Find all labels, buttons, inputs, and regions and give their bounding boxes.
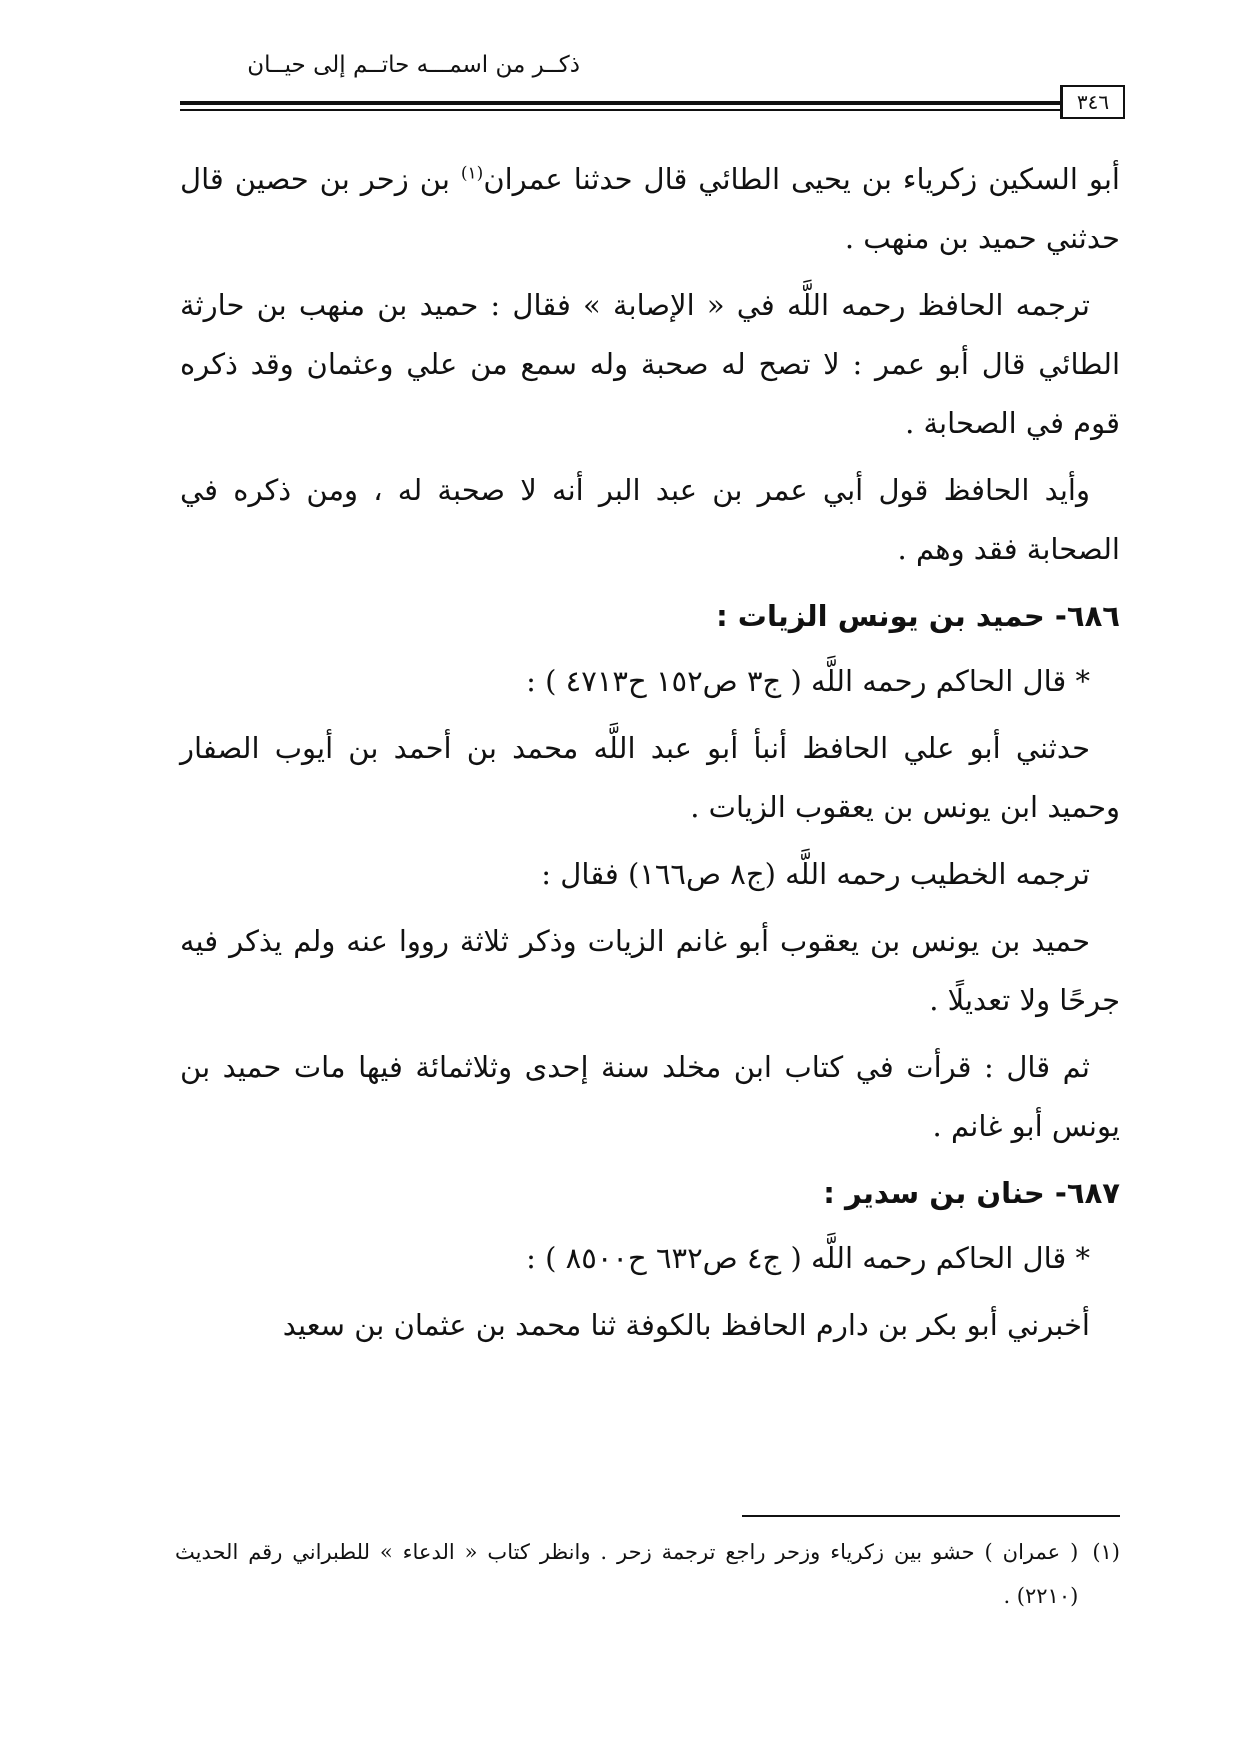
- entry-heading-687: ٦٨٧- حنان بن سدير :: [823, 1176, 1120, 1210]
- entry-heading-686: ٦٨٦- حميد بن يونس الزيات :: [716, 599, 1120, 633]
- paragraph-khatib-source: ترجمه الخطيب رحمه اللَّه (ج٨ ص١٦٦) فقال :: [541, 857, 1090, 891]
- paragraph-isaba-translation: ترجمه الحافظ رحمه اللَّه في « الإصابة » فقال : حميد بن منهب بن حارثة الطائي قال أبو عمر : لا تصح له صحبة وله سمع من علي وعثمان وقد ذكره قوم في الصحابة .: [180, 288, 1120, 440]
- footnote-reference: (١): [460, 163, 484, 184]
- paragraph-khatib-text: حميد بن يونس بن يعقوب أبو غانم الزيات وذكر ثلاثة رووا عنه ولم يذكر فيه جرحًا ولا تعديلًا .: [180, 924, 1120, 1017]
- header-rule-thin: [180, 109, 1065, 111]
- paragraph-death-year: ثم قال : قرأت في كتاب ابن مخلد سنة إحدى وثلاثمائة فيها مات حميد بن يونس أبو غانم .: [180, 1050, 1120, 1143]
- paragraph-isnad: حدثني أبو علي الحافظ أنبأ أبو عبد اللَّه محمد بن أحمد بن أيوب الصفار وحميد ابن يونس بن يعقوب الزيات .: [180, 731, 1120, 824]
- paragraph-text: أبو السكين زكرياء بن يحيى الطائي قال حدثنا عمران: [483, 162, 1120, 196]
- footnotes: [175, 1530, 1120, 1618]
- paragraph-hafiz-opinion: وأيد الحافظ قول أبي عمر بن عبد البر أنه لا صحبة له ، ومن ذكره في الصحابة فقد وهم .: [180, 473, 1120, 566]
- paragraph-hakim-source: * قال الحاكم رحمه اللَّه ( ج٣ ص١٥٢ ح٤٧١٣ ) :: [526, 664, 1090, 698]
- footnote-separator: [742, 1515, 1120, 1517]
- footnote-marker: (١): [1092, 1540, 1120, 1564]
- header-rule-thick: [180, 101, 1065, 105]
- paragraph-isnad-2: أخبرني أبو بكر بن دارم الحافظ بالكوفة ثنا محمد بن عثمان بن سعيد: [282, 1308, 1090, 1342]
- running-title: ذكــر من اسمـــه حاتــم إلى حيــان: [247, 52, 580, 78]
- paragraph-chain-of-narration: [180, 150, 1120, 268]
- main-text: [180, 150, 1120, 1363]
- footnote-item: [175, 1530, 1120, 1618]
- paragraph-text: بن زحر بن حصين قال حدثني حميد بن منهب .: [180, 162, 1120, 255]
- page-number: [1060, 85, 1125, 119]
- page-number-label: ٣٤٦: [1076, 90, 1110, 114]
- paragraph-hakim-source-2: * قال الحاكم رحمه اللَّه ( ج٤ ص٦٣٢ ح٨٥٠٠ ) :: [526, 1241, 1090, 1275]
- footnote-text: ( عمران ) حشو بين زكرياء وزحر راجع ترجمة زحر . وانظر كتاب « الدعاء » للطبراني رقم الحديث (٢٢١٠) .: [175, 1540, 1079, 1608]
